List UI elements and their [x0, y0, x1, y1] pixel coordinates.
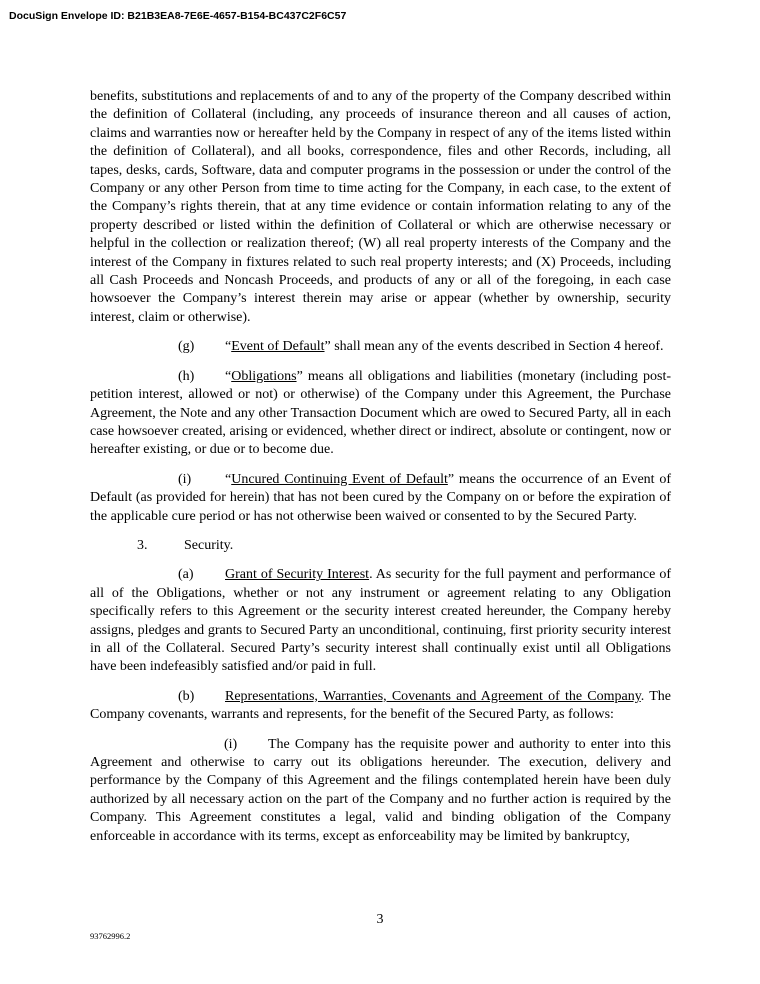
paragraph-h-obligations [90, 368, 671, 460]
paragraph-a-grant-of-security [90, 566, 671, 676]
clause-text: ” means the occurrence of an Event of Default (as provided for herein) that has not been cured by the Company on or before the expiration of the applicable cure period or has not otherwise been waived or consented to by the Secured Party. [90, 471, 671, 524]
section-title: Security. [184, 537, 234, 553]
section-number: 3. [137, 537, 148, 553]
clause-label: (a) [178, 567, 194, 583]
clause-text: . As security for the full payment and performance of all of the Obligations, whether or not any instrument or agreement relating to any Obligation specifically refers to this Agreement or the security interest created hereunder, the Company hereby assigns, pledges and grants to Secured Party an unconditional, continuing, first priority security interest in all of the Collateral. Secured Party’s security interest shall continually exist until all Obligations have been indefeasibly satisfied and/or paid in full. [90, 567, 671, 675]
clause-label: (i) [178, 471, 192, 487]
docusign-envelope-id: DocuSign Envelope ID: B21B3EA8-7E6E-4657-B154-BC437C2F6C57 [9, 10, 347, 22]
clause-heading: Representations, Warranties, Covenants and Agreement of the Company [225, 688, 641, 704]
paragraph-g-event-of-default [90, 338, 671, 356]
clause-text: . The Company covenants, warrants and represents, for the benefit of the Secured Party, as follows: [90, 688, 671, 723]
clause-label: (b) [178, 688, 195, 704]
clause-label: (i) [224, 736, 238, 752]
clause-label: (h) [178, 368, 195, 384]
paragraph-b-i-power-authority [90, 736, 671, 846]
paragraph-collateral-continued: benefits, substitutions and replacements of and to any of the property of the Company described within the definition of Collateral (including, any proceeds of insurance thereon and all causes of action, claims and warranties now or hereafter held by the Company in respect of any of the items listed within the definition of Collateral), and all books, correspondence, files and other Records, including, all tapes, desks, cards, Software, data and computer programs in the possession or under the control of the Company or any other Person from time to time acting for the Company, in each case, to the extent of the Company’s rights therein, that at any time evidence or contain information relating to any of the property described or listed within the definition of Collateral or which are otherwise necessary or helpful in the collection or realization thereof; (W) all real property interests of the Company and the interest of the Company in fixtures related to such real property interests; and (X) Proceeds, including all Cash Proceeds and Noncash Proceeds, and products of any or all of the foregoing, in each case howsoever the Company’s interest therein may arise or appear (whether by ownership, security interest, claim or otherwise). [90, 89, 671, 325]
document-body [90, 88, 671, 846]
paragraph-b-representations [90, 688, 671, 725]
clause-text: The Company has the requisite power and authority to enter into this Agreement and otherwise to carry out its obligations hereunder. The execution, delivery and performance by the Company of this Agreement and the filings contemplated herein have been duly authorized by all necessary action on the part of the Company and no further action is required by the Company. This Agreement constitutes a legal, valid and binding obligation of the Company enforceable in accordance with its terms, except as enforceability may be limited by bankruptcy, [90, 736, 671, 844]
section-3-heading [90, 537, 671, 555]
clause-text: ” shall mean any of the events described in Section 4 hereof. [324, 339, 664, 355]
clause-text: ” means all obligations and liabilities (monetary (including post-petition interest, allowed or not) or otherwise) of the Company under this Agreement, the Purchase Agreement, the Note and any other Transaction Document which are owed to Secured Party, all in each case howsoever created, arising or evidenced, whether direct or indirect, absolute or contingent, now or hereafter existing, or due or to become due. [90, 368, 671, 458]
page-number: 3 [376, 912, 384, 927]
open-quote: “ [225, 339, 232, 355]
clause-label: (g) [178, 339, 195, 355]
open-quote: “ [225, 471, 232, 487]
clause-heading: Grant of Security Interest [225, 567, 370, 583]
document-id: 93762996.2 [90, 931, 131, 941]
defined-term: Obligations [231, 368, 297, 384]
defined-term: Event of Default [231, 339, 325, 355]
paragraph-i-uncured-default [90, 471, 671, 526]
open-quote: “ [225, 368, 232, 384]
defined-term: Uncured Continuing Event of Default [231, 471, 448, 487]
